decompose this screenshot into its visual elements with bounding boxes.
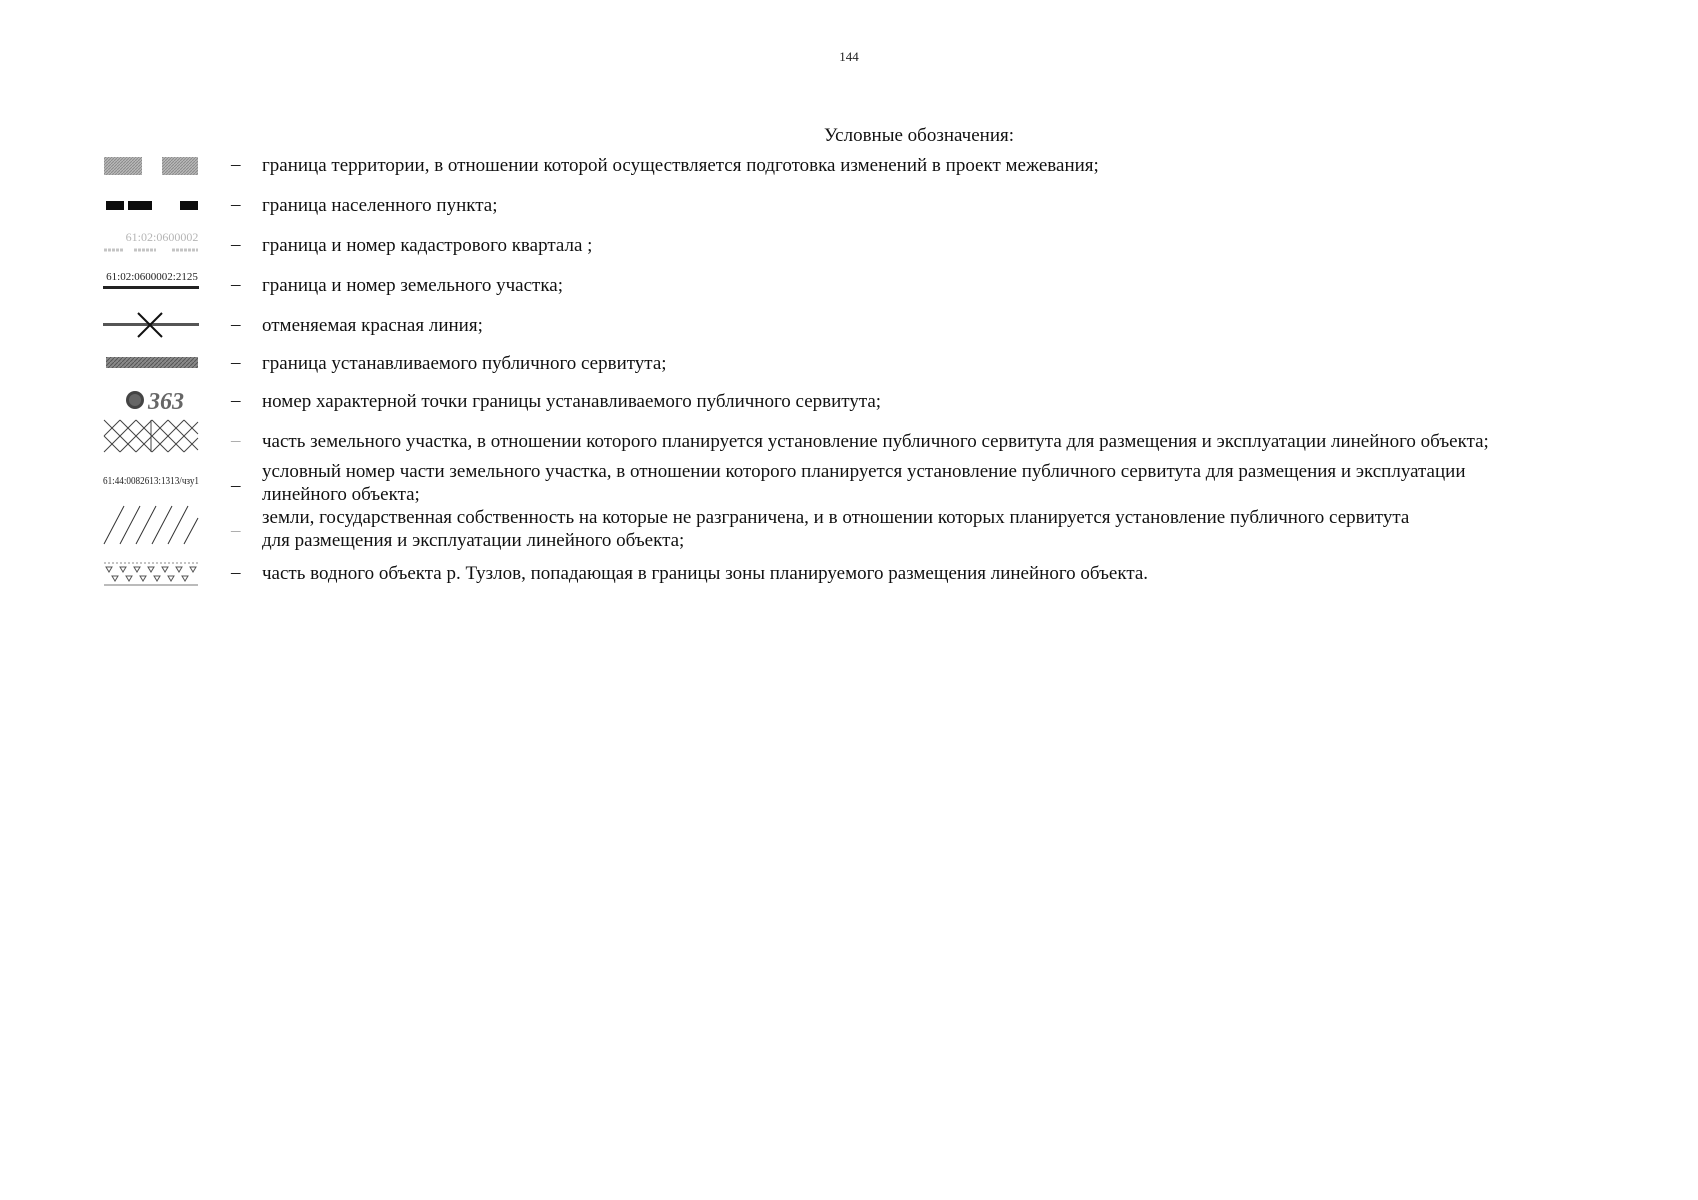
black-dashed-boundary-icon (102, 198, 200, 212)
dash: – (231, 390, 241, 411)
legend-text: граница населенного пункта; (262, 195, 498, 216)
point-number-label: 363 (148, 389, 184, 415)
legend-text-line2: для размещения и эксплуатации линейного объекта; (262, 530, 685, 551)
dash: – (231, 194, 241, 215)
diagonal-hatch-area-icon (102, 502, 200, 548)
legend-text: граница и номер кадастрового квартала ; (262, 235, 593, 256)
dash: – (231, 430, 241, 451)
plot-part-label: 61:44:0082613:1313/чзу1 (103, 475, 199, 487)
page-number: 144 (839, 49, 859, 64)
servitude-boundary-bar-icon (102, 354, 200, 370)
dash: – (231, 352, 241, 373)
dash: – (231, 520, 241, 541)
legend-text-line1: земли, государственная собственность на которые не разграничена, и в отношении которых планируется установление публичного сервитута (262, 507, 1410, 528)
dash: – (231, 234, 241, 255)
legend-text-line2: линейного объекта; (262, 484, 420, 505)
dash: – (231, 274, 241, 295)
characteristic-point-icon (102, 387, 200, 415)
cadastral-quarter-boundary-icon (102, 230, 200, 254)
land-plot-label: 61:02:0600002:2125 (106, 271, 198, 283)
dash: – (231, 154, 241, 175)
cadastral-quarter-label: 61:02:0600002 (125, 230, 199, 244)
legend-text-line1: условный номер части земельного участка, в отношении которого планируется установление публичного сервитута для размещения и эксплуатации (262, 461, 1466, 482)
dash: – (231, 475, 241, 496)
hatched-gray-dashed-boundary-icon (102, 155, 200, 177)
plot-part-number-icon (102, 472, 200, 488)
legend-text: номер характерной точки границы устанавливаемого публичного сервитута; (262, 391, 882, 412)
legend-text: граница и номер земельного участка; (262, 275, 564, 296)
legend-text: часть водного объекта р. Тузлов, попадающая в границы зоны планируемого размещения линейного объекта. (262, 563, 1149, 584)
dash: – (231, 314, 241, 335)
dash: – (231, 562, 241, 583)
legend-text: граница устанавливаемого публичного сервитута; (262, 353, 667, 374)
legend-text: граница территории, в отношении которой осуществляется подготовка изменений в проект межевания; (262, 155, 1099, 176)
legend-title: Условные обозначения: (823, 125, 1015, 146)
crosshatch-area-icon (102, 418, 200, 456)
cancelled-red-line-icon (102, 310, 200, 340)
legend-text: часть земельного участка, в отношении которого планируется установление публичного сервитута для размещения и эксплуатации линейного объекта; (262, 431, 1489, 452)
land-plot-boundary-icon (102, 269, 200, 293)
water-body-pattern-icon (102, 560, 200, 588)
legend-text: отменяемая красная линия; (262, 315, 483, 336)
